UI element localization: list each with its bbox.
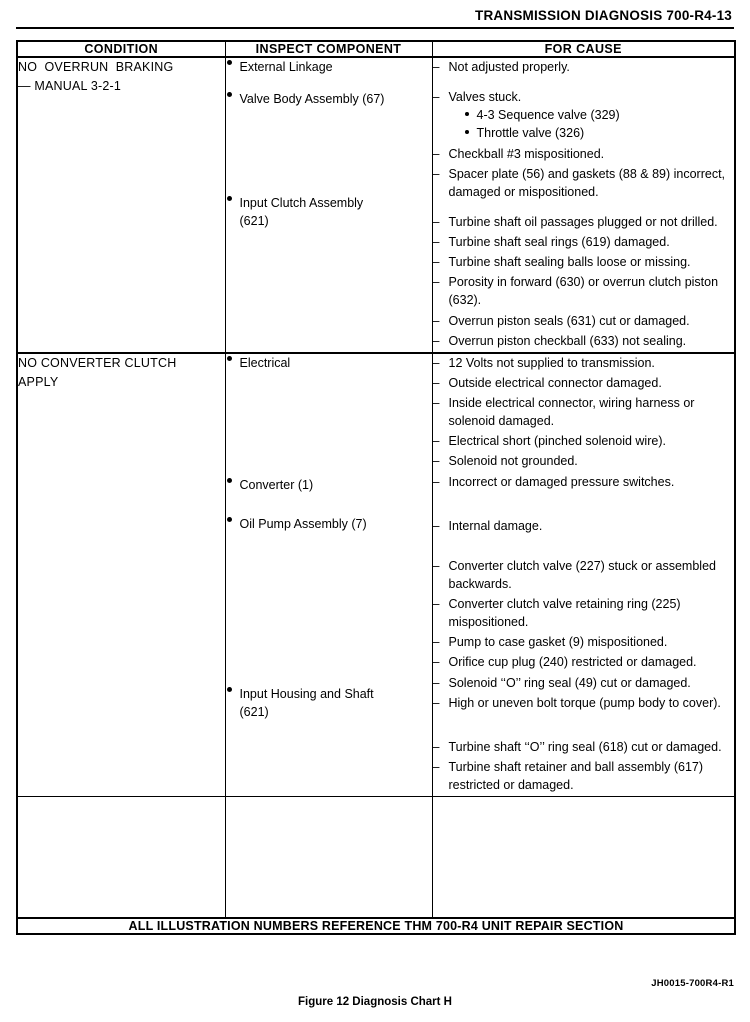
dash-icon: – [432,454,440,469]
subcause-text: Throttle valve (326) [476,126,585,141]
cause-item [433,633,735,651]
table-row [17,353,735,797]
component-label: Input Housing and Shaft [239,687,374,702]
cause-item [433,58,735,76]
spacer-cell [17,797,225,919]
component-label: External Linkage [239,60,333,74]
footer-note: ALL ILLUSTRATION NUMBERS REFERENCE THM 700-R4 UNIT REPAIR SECTION [17,918,735,934]
dash-icon: – [432,558,440,573]
component-label: Input Clutch Assembly [239,196,364,211]
condition-line: — MANUAL 3-2-1 [18,78,122,93]
bullet-icon [227,196,232,201]
list-item [226,58,432,76]
table-row-spacer [17,797,735,919]
dash-icon: – [432,396,440,410]
dash-icon: – [432,166,440,181]
cause-text: Turbine shaft seal rings (619) damaged. [448,235,670,249]
cause-item [433,332,735,350]
cause-text: Solenoid ‘‘O’’ ring seal (49) cut or damaged. [448,675,691,690]
cause-text: Converter clutch valve (227) stuck or assembled backwards. [448,558,716,591]
component-label: Oil Pump Assembly (7) [239,517,367,531]
cause-text: Solenoid not grounded. [448,454,578,469]
condition-line: NO CONVERTER CLUTCH [18,355,177,370]
cause-item [433,674,735,692]
subcause-item [463,106,735,124]
cause-item [433,213,735,231]
list-item [226,194,432,230]
cause-item [433,557,735,593]
list-item [226,90,432,108]
bullet-icon [465,130,469,134]
for-cause-cell [432,57,735,353]
table-row [17,57,735,353]
bullet-icon [227,92,232,97]
component-label: Converter (1) [239,477,314,492]
cause-item [433,233,735,251]
cause-text: Checkball #3 mispositioned. [448,146,605,161]
cause-item [433,394,735,430]
cause-item [433,694,735,712]
list-item [226,354,432,372]
dash-icon: – [432,375,440,390]
cause-text: Porosity in forward (630) or overrun clutch piston (632). [448,275,719,308]
cause-item [433,253,735,271]
cause-text: Spacer plate (56) and gaskets (88 & 89) incorrect, damaged or mispositioned. [448,166,726,199]
cause-item [433,145,735,163]
cause-text: Turbine shaft oil passages plugged or not drilled. [448,214,718,229]
header-rule [16,27,734,29]
table-body [17,57,735,934]
cause-item [433,452,735,470]
component-label: Valve Body Assembly (67) [239,92,385,107]
dash-icon: – [432,635,440,650]
cause-item [433,758,735,794]
table-footer-row [17,918,735,934]
dash-icon: – [432,60,440,74]
cause-text: Turbine shaft sealing balls loose or missing. [448,255,691,270]
subcause-text: 4-3 Sequence valve (329) [476,108,620,123]
inspect-component-cell [225,353,432,797]
cause-text: Incorrect or damaged pressure switches. [448,474,675,489]
dash-icon: – [432,739,440,754]
dash-icon: – [432,255,440,270]
dash-icon: – [432,235,440,249]
table-header [17,41,735,57]
cause-item [433,595,735,631]
subcause-item [463,124,735,142]
cause-item [433,473,735,491]
bullet-icon [227,517,232,522]
cause-text: High or uneven bolt torque (pump body to cover). [448,695,721,710]
dash-icon: – [432,313,440,328]
cause-text: Converter clutch valve retaining ring (225) mispositioned. [448,597,681,630]
diagnosis-chart-table [16,40,736,935]
cause-text: Orifice cup plug (240) restricted or damaged. [448,655,697,670]
cause-text: 12 Volts not supplied to transmission. [448,355,655,370]
cause-item [433,273,735,309]
component-label: Electrical [239,355,291,370]
cause-text: Pump to case gasket (9) mispositioned. [448,635,668,650]
cause-text: Turbine shaft retainer and ball assembly (617) restricted or damaged. [448,759,704,792]
dash-icon: – [432,275,440,290]
dash-icon: – [432,675,440,690]
dash-icon: – [432,333,440,348]
spacer-cell [225,797,432,919]
condition-cell [17,57,225,353]
cause-text: Internal damage. [448,518,543,533]
cause-item [433,88,735,142]
cause-text: Turbine shaft ‘‘O’’ ring seal (618) cut or damaged. [448,739,722,754]
dash-icon: – [432,474,440,489]
cause-text: Overrun piston checkball (633) not sealing. [448,333,687,348]
cause-text: Not adjusted properly. [448,60,570,74]
dash-icon: – [432,214,440,229]
for-cause-cell [432,353,735,797]
bullet-icon [227,356,232,361]
list-item [226,476,432,494]
condition-cell [17,353,225,797]
bullet-icon [465,112,469,116]
cause-text: Inside electrical connector, wiring harness or solenoid damaged. [448,396,695,429]
spacer-cell [432,797,735,919]
bullet-icon [227,60,232,65]
column-header-for-cause: FOR CAUSE [432,41,735,57]
condition-line: APPLY [18,374,59,389]
dash-icon: – [432,90,440,105]
component-sublabel: (621) [239,214,269,229]
bullet-icon [227,478,232,483]
cause-item [433,374,735,392]
cause-item [433,354,735,372]
condition-line: NO OVERRUN BRAKING [18,60,174,74]
document-code: JH0015-700R4-R1 [651,978,734,989]
bullet-icon [227,687,232,692]
cause-text: Electrical short (pinched solenoid wire). [448,434,666,449]
dash-icon: – [432,759,440,774]
page-header-title: TRANSMISSION DIAGNOSIS 700-R4-13 [475,8,732,23]
list-item [226,515,432,533]
column-header-inspect-component: INSPECT COMPONENT [225,41,432,57]
cause-item [433,653,735,671]
column-header-condition: CONDITION [17,41,225,57]
dash-icon: – [432,597,440,611]
cause-text: Valves stuck. [448,90,522,105]
list-item [226,685,432,721]
cause-text: Outside electrical connector damaged. [448,375,662,390]
inspect-component-cell [225,57,432,353]
cause-item [433,432,735,450]
dash-icon: – [432,518,440,533]
dash-icon: – [432,146,440,161]
dash-icon: – [432,655,440,670]
dash-icon: – [432,355,440,370]
cause-item [433,312,735,330]
cause-item [433,517,735,535]
dash-icon: – [432,695,440,710]
component-sublabel: (621) [239,705,269,720]
figure-caption: Figure 12 Diagnosis Chart H [297,996,452,1008]
cause-item [433,738,735,756]
cause-text: Overrun piston seals (631) cut or damaged. [448,313,690,328]
dash-icon: – [432,434,440,449]
cause-item [433,165,735,201]
